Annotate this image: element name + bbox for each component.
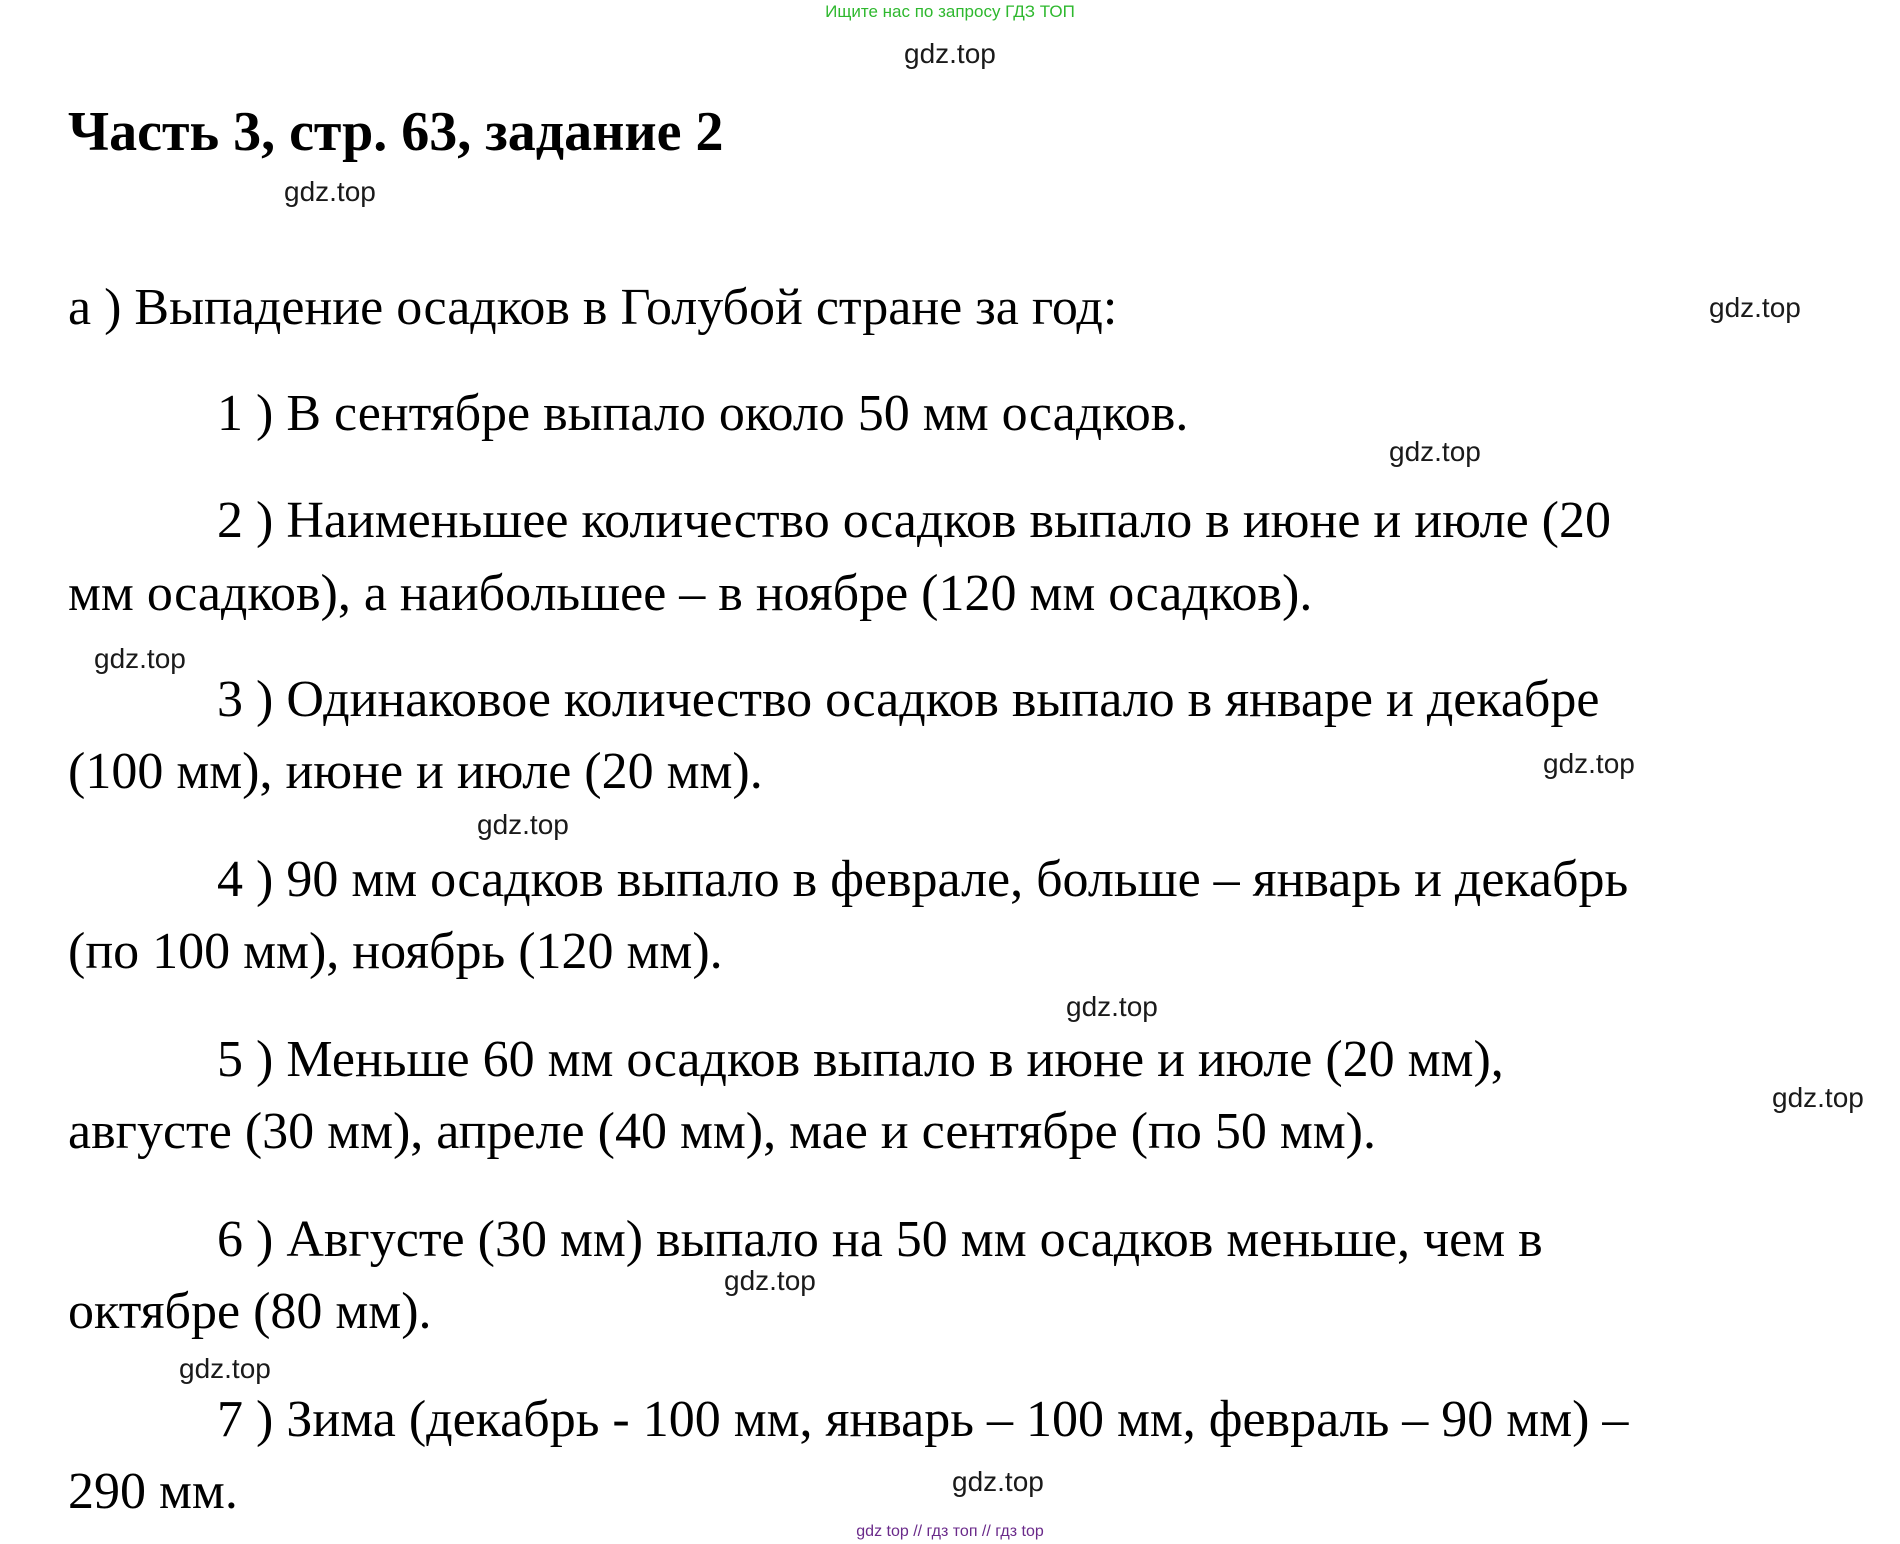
list-item-3-line-1: 3 ) Одинаковое количество осадков выпало в январе и декабре [217, 671, 1600, 728]
list-item-3-line-2: (100 мм), июне и июле (20 мм). [68, 743, 763, 800]
watermark: gdz.top [724, 1265, 816, 1296]
list-item-4-line-1: 4 ) 90 мм осадков выпало в феврале, больше – январь и декабрь [217, 851, 1629, 908]
list-item-6-line-2: октябре (80 мм). [68, 1283, 432, 1340]
intro-line: а ) Выпадение осадков в Голубой стране за год: [68, 279, 1118, 336]
list-item-4-line-2: (по 100 мм), ноябрь (120 мм). [68, 923, 723, 980]
watermark: gdz.top [94, 643, 186, 674]
watermark: gdz.top [1543, 748, 1635, 779]
list-item-6-line-1: 6 ) Августе (30 мм) выпало на 50 мм осадков меньше, чем в [217, 1211, 1543, 1268]
watermark: gdz.top [179, 1353, 271, 1384]
watermark: gdz.top [952, 1466, 1044, 1497]
list-item-1-line-1: 1 ) В сентябре выпало около 50 мм осадков. [217, 385, 1189, 442]
list-item-2-line-1: 2 ) Наименьшее количество осадков выпало в июне и июле (20 [217, 492, 1611, 549]
watermark: gdz.top [1709, 292, 1801, 323]
list-item-2-line-2: мм осадков), а наибольшее – в ноябре (120 мм осадков). [68, 565, 1313, 622]
watermark: gdz.top [1066, 991, 1158, 1022]
page-title: Часть 3, стр. 63, задание 2 [68, 101, 724, 163]
top-banner: Ищите нас по запросу ГДЗ ТОП [825, 2, 1075, 21]
list-item-5-line-1: 5 ) Меньше 60 мм осадков выпало в июне и июле (20 мм), [217, 1031, 1504, 1088]
list-item-7-line-1: 7 ) Зима (декабрь - 100 мм, январь – 100 мм, февраль – 90 мм) – [217, 1391, 1629, 1448]
watermark: gdz.top [1772, 1082, 1864, 1113]
watermark: gdz.top [904, 38, 996, 69]
watermark: gdz.top [477, 809, 569, 840]
watermark: gdz.top [284, 176, 376, 207]
watermark: gdz.top [1389, 436, 1481, 467]
list-item-5-line-2: августе (30 мм), апреле (40 мм), мае и сентябре (по 50 мм). [68, 1103, 1376, 1160]
footer-watermark: gdz top // гдз топ // гдз top [856, 1523, 1044, 1540]
list-item-7-line-2: 290 мм. [68, 1463, 238, 1520]
